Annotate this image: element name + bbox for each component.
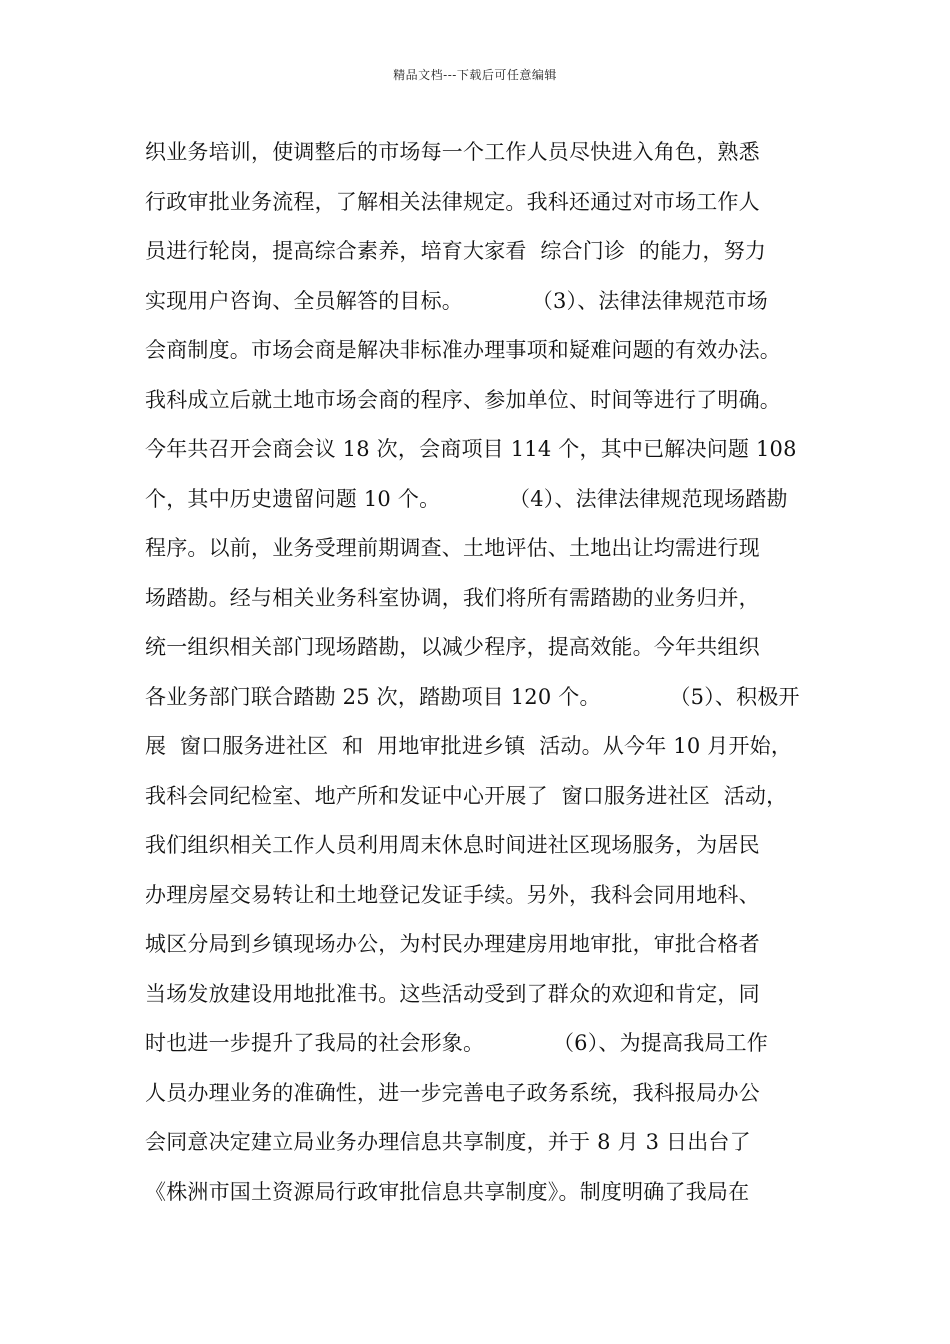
body-line: 程序。以前，业务受理前期调查、土地评估、土地出让均需进行现 — [145, 536, 760, 560]
body-line: 员进行轮岗，提高综合素养，培育大家看 综合门诊 的能力，努力 — [145, 239, 767, 263]
body-line: 办理房屋交易转让和土地登记发证手续。另外，我科会同用地科、 — [145, 882, 760, 907]
body-line: 场踏勘。经与相关业务科室协调，我们将所有需踏勘的业务归并， — [145, 585, 760, 610]
body-line: 城区分局到乡镇现场办公，为村民办理建房用地审批，审批合格者 — [145, 932, 760, 956]
body-line: 行政审批业务流程，了解相关法律规定。我科还通过对市场工作人 — [145, 189, 760, 214]
document-body — [145, 132, 825, 1221]
body-line: 今年共召开会商会议 18 次，会商项目 114 个，其中已解决问题 108 — [145, 437, 797, 461]
body-line: 个，其中历史遗留问题 10 个。 （4）、法律法律规范现场踏勘 — [145, 486, 788, 511]
body-line: 我科成立后就土地市场会商的程序、参加单位、时间等进行了明确。 — [145, 387, 781, 412]
body-line: 会商制度。市场会商是解决非标准办理事项和疑难问题的有效办法。 — [145, 338, 781, 362]
body-line: 我们组织相关工作人员利用周末休息时间进社区现场服务，为居民 — [145, 833, 760, 857]
body-line: 《株洲市国土资源局行政审批信息共享制度》。制度明确了我局在 — [145, 1179, 750, 1204]
body-line: 人员办理业务的准确性，进一步完善电子政务系统，我科报局办公 — [145, 1080, 760, 1105]
body-line: 当场发放建设用地批准书。这些活动受到了群众的欢迎和肯定，同 — [145, 981, 760, 1006]
page-header: 精品文档---下载后可任意编辑 — [393, 68, 557, 82]
body-line: 会同意决定建立局业务办理信息共享制度，并于 8 月 3 日出台了 — [145, 1130, 751, 1154]
body-line: 统一组织相关部门现场踏勘，以减少程序，提高效能。今年共组织 — [145, 635, 760, 659]
body-line: 织业务培训，使调整后的市场每一个工作人员尽快进入角色，熟悉 — [145, 140, 760, 164]
body-line: 我科会同纪检室、地产所和发证中心开展了 窗口服务进社区 活动， — [145, 783, 788, 808]
body-line: 展 窗口服务进社区 和 用地审批进乡镇 活动。从今年 10 月开始， — [145, 734, 793, 758]
body-line: 各业务部门联合踏勘 25 次，踏勘项目 120 个。 （5）、积极开 — [145, 684, 800, 709]
body-line: 实现用户咨询、全员解答的目标。 （3）、法律法律规范市场 — [145, 288, 769, 313]
body-line: 时也进一步提升了我局的社会形象。 （6）、为提高我局工作 — [145, 1031, 769, 1055]
